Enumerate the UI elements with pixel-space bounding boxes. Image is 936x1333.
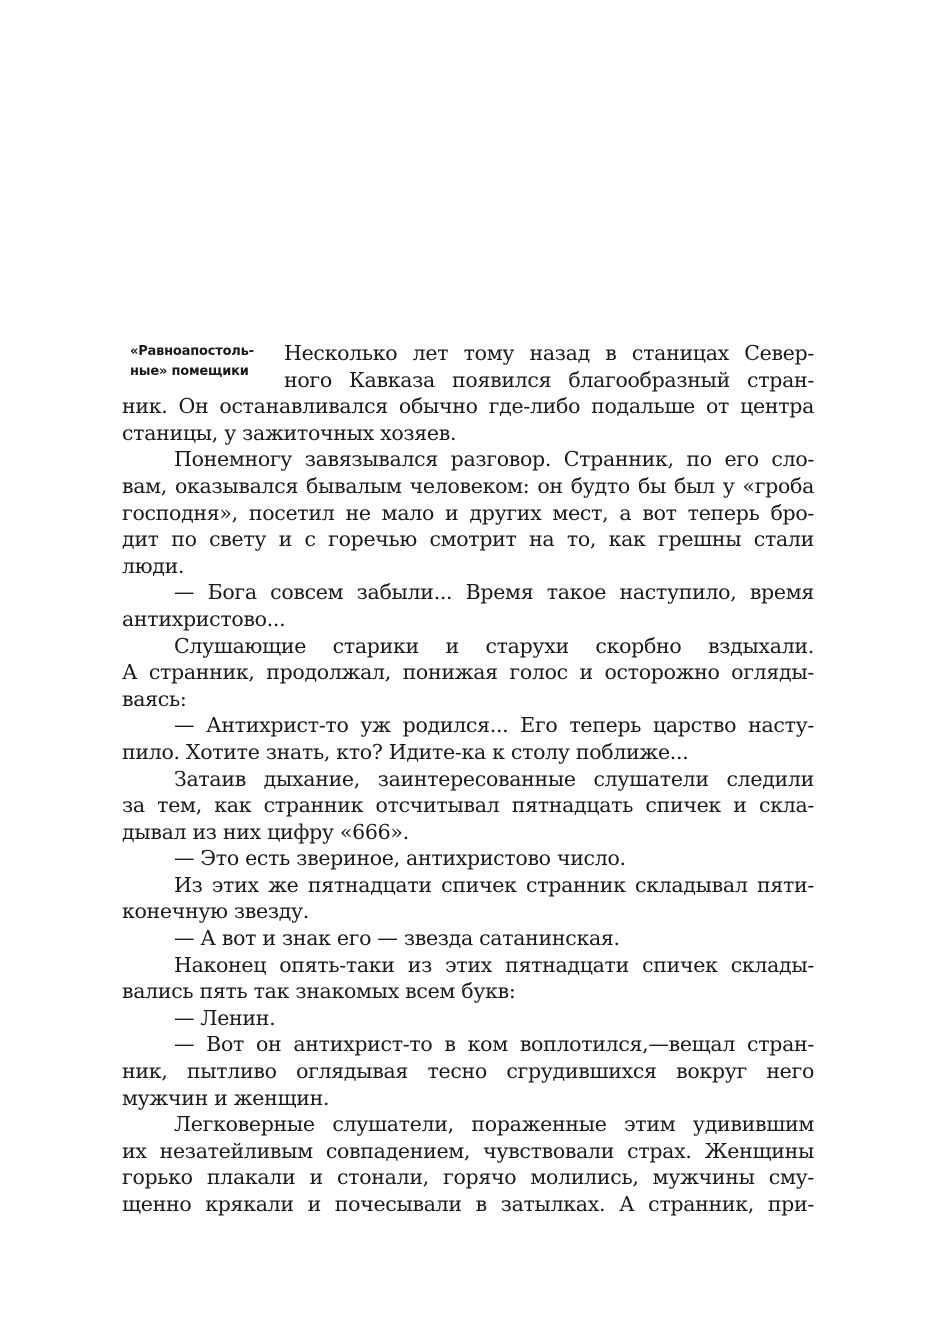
text-line: пило. Хотите знать, кто? Идите-ка к столу поближе... [122, 739, 689, 764]
text-line: Легковерные слушатели, пораженные этим удивившим [174, 1112, 814, 1137]
text-line: люди. [122, 553, 185, 578]
text-line: горько плакали и стонали, горячо молились, мужчины сму- [122, 1165, 814, 1190]
text-line: Из этих же пятнадцати спичек странник складывал пяти- [174, 872, 814, 897]
text-line: — Вот он антихрист-то в ком воплотился,—вещал стран- [174, 1032, 814, 1057]
margin-note-line: ные» помещики [130, 364, 249, 379]
text-line: вались пять так знакомых всем букв: [122, 979, 516, 1004]
text-line: — А вот и знак его — звезда сатанинская. [174, 926, 620, 951]
text-line: ник. Он останавливался обычно где-либо подальше от центра [122, 394, 814, 419]
text-line: за тем, как странник отсчитывал пятнадцать спичек и скла- [122, 793, 814, 818]
text-line: дывал из них цифру «666». [122, 819, 409, 844]
text-line: господня», посетил не мало и других мест, а вот теперь бро- [122, 500, 814, 525]
text-line: Понемногу завязывался разговор. Странник, по его сло- [174, 447, 814, 472]
text-line: Наконец опять-таки из этих пятнадцати спичек склады- [174, 952, 814, 977]
text-line: ник, пытливо оглядывая тесно сгрудившихся вокруг него [122, 1059, 814, 1084]
text-line: — Бога совсем забыли... Время такое наступило, время [174, 580, 814, 605]
text-line: вам, оказывался бывалым человеком: он будто бы был у «гроба [122, 473, 814, 498]
text-line: антихристово... [122, 606, 286, 631]
body-text [122, 340, 814, 1218]
text-line: ного Кавказа появился благообразный стран- [284, 367, 814, 392]
text-line: Слушающие старики и старухи скорбно вздыхали. [174, 633, 814, 658]
margin-note-line: «Равноапостоль- [130, 344, 254, 359]
text-line: их незатейливым совпадением, чувствовали страх. Женщины [122, 1138, 814, 1163]
text-line: ваясь: [122, 686, 187, 711]
text-line: мужчин и женщин. [122, 1085, 330, 1110]
text-line: щенно крякали и почесывали в затылках. А странник, при- [122, 1192, 814, 1216]
text-line: — Ленин. [174, 1005, 276, 1030]
text-line: станицы, у зажиточных хозяев. [122, 420, 457, 445]
text-line: — Это есть звериное, антихристово число. [174, 846, 626, 871]
text-line: — Антихрист-то уж родился... Его теперь царство насту- [174, 713, 814, 738]
text-line: А странник, продолжал, понижая голос и осторожно огляды- [122, 660, 814, 685]
text-line: конечную звезду. [122, 899, 310, 924]
text-line: дит по свету и с горечью смотрит на то, как грешны стали [122, 527, 814, 552]
text-line: Несколько лет тому назад в станицах Север- [284, 341, 814, 365]
text-line: Затаив дыхание, заинтересованные слушатели следили [174, 766, 814, 791]
